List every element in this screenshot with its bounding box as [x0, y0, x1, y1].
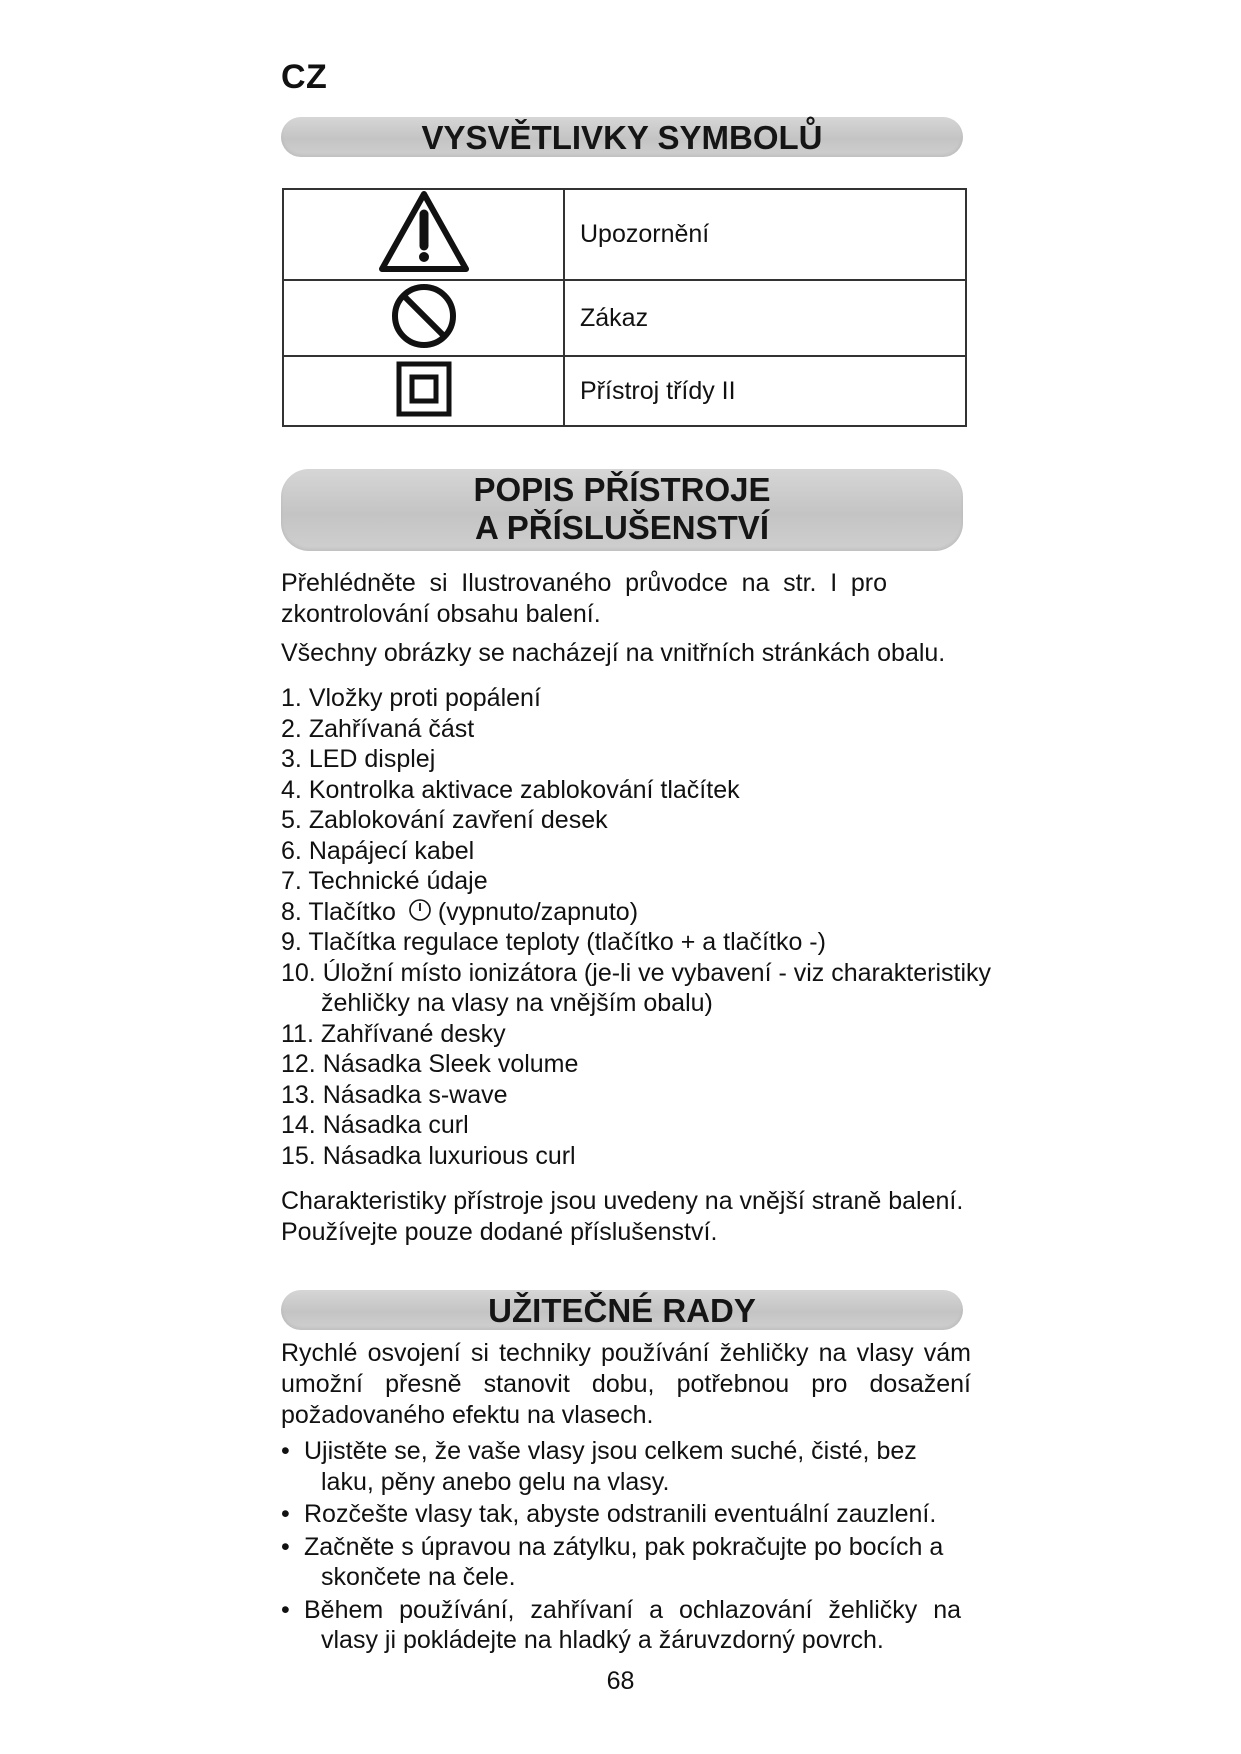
section-title-description: [281, 469, 963, 551]
symbols-table: [282, 188, 967, 427]
power-icon: [408, 898, 432, 922]
page-number: 68: [606, 1667, 635, 1695]
list-item: 11. Zahřívané desky: [281, 1019, 506, 1048]
list-item: 3. LED displej: [281, 745, 436, 773]
list-item: 8. Tlačítko (vypnuto/zapnuto): [281, 897, 639, 926]
list-item: 15. Násadka luxurious curl: [281, 1141, 576, 1170]
section-title-tips: UŽITEČNÉ RADY: [281, 1290, 963, 1330]
class-ii-double-square-icon: [396, 361, 452, 417]
list-item: 7. Technické údaje: [281, 867, 488, 895]
list-item: 4. Kontrolka aktivace zablokování tlačítek: [281, 775, 740, 804]
parts-list: [281, 683, 1021, 1171]
table-row: [283, 189, 966, 280]
section-title-symbols: VYSVĚTLIVKY SYMBOLŮ: [281, 117, 963, 157]
section-title-line: A PŘÍSLUŠENSTVÍ: [475, 509, 769, 546]
list-item: 5. Zablokování zavření desek: [281, 806, 608, 834]
intro-paragraph-2: Všechny obrázky se nacházejí na vnitřních stránkách obalu.: [281, 639, 946, 667]
language-code: CZ: [281, 58, 328, 96]
list-item: • Během používání, zahřívaní a ochlazování žehličky na vlasy ji pokládejte na hladký a žáruvzdorný povrch.: [281, 1595, 961, 1654]
outro-paragraph: Charakteristiky přístroje jsou uvedeny na vnější straně balení. Používejte pouze dodané příslušenství.: [281, 1187, 964, 1246]
list-item: 14. Násadka curl: [281, 1111, 469, 1139]
list-item: • Začněte s úpravou na zátylku, pak pokračujte po bocích a skončete na čele.: [281, 1532, 944, 1591]
list-item: 2. Zahřívaná část: [281, 714, 475, 743]
list-item: 10. Úložní místo ionizátora (je-li ve vybavení - viz charakteristiky žehličky na vlasy na vnějším obalu): [281, 958, 991, 1017]
table-row: [283, 280, 966, 356]
tips-intro: Rychlé osvojení si techniky používání žehličky na vlasy vám umožní přesně stanovit dobu, potřebnou pro dosažení požadovaného efektu na vlasech.: [281, 1339, 971, 1429]
tips-list: [281, 1436, 961, 1658]
intro-paragraph: Přehlédněte si Ilustrovaného průvodce na str. I pro zkontrolování obsahu balení.: [281, 569, 887, 628]
list-item: 9. Tlačítka regulace teploty (tlačítko + a tlačítko -): [281, 928, 826, 956]
list-item: 6. Napájecí kabel: [281, 836, 475, 865]
symbol-label: Přístroj třídy II: [564, 356, 966, 426]
warning-triangle-icon: [378, 190, 470, 274]
list-item: • Ujistěte se, že vaše vlasy jsou celkem suché, čisté, bez laku, pěny anebo gelu na vlasy.: [281, 1437, 917, 1496]
list-item: 1. Vložky proti popálení: [281, 684, 541, 712]
symbol-label: Zákaz: [564, 280, 966, 356]
prohibition-icon: [391, 283, 457, 349]
section-title-line: POPIS PŘÍSTROJE: [473, 471, 771, 508]
list-item: 13. Násadka s-wave: [281, 1080, 508, 1109]
list-item: • Rozčešte vlasy tak, abyste odstranili eventuální zauzlení.: [281, 1500, 937, 1528]
list-item: 12. Násadka Sleek volume: [281, 1050, 579, 1078]
symbol-label: Upozornění: [564, 189, 966, 280]
table-row: [283, 356, 966, 426]
